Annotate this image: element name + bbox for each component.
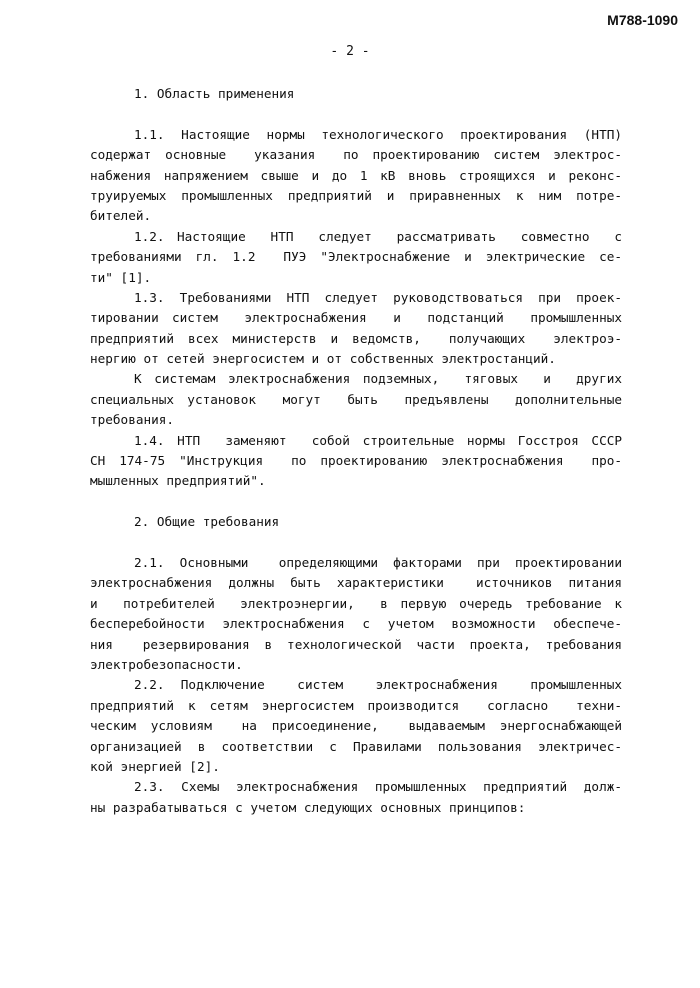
text-line: труируемых промышленных предприятий и приравненных к ним потре- [90,187,622,203]
text-line: специальных установок могут быть предъявлены дополнительные [90,391,622,407]
paragraph-2-3 [90,777,622,818]
paragraph-2-2 [90,675,622,777]
text-line: К системам электроснабжения подземных, тяговых и других [134,371,622,387]
text-line: ны разрабатываться с учетом следующих основных принципов: [90,799,526,815]
text-line: электроснабжения должны быть характеристики источников питания [90,575,622,591]
text-line: 1.1. Настоящие нормы технологического проектирования (НТП) [134,126,622,142]
section-1-title: 1. Область применения [134,86,295,101]
text-line: требованиями гл. 1.2 ПУЭ "Электроснабжение и электрические се- [90,249,622,265]
section-2-title: 2. Общие требования [134,514,280,530]
text-line: 2.1. Основными определяющими факторами при проектировании [134,554,622,570]
text-line: мышленных предприятий". [90,473,266,489]
text-line: 1.2. Настоящие НТП следует рассматривать совместно с [134,228,622,244]
paragraph-1-4 [90,431,622,492]
paragraph-2-1 [90,553,622,675]
paragraph-1-2 [90,227,622,288]
text-line: электробезопасности. [90,656,243,672]
text-line: ческим условиям на присоединение, выдаваемым энергоснабжающей [90,718,622,734]
text-line: тировании систем электроснабжения и подстанций промышленных [90,310,622,326]
document-id: М788-1090 [607,12,678,28]
page-number: - 2 - [330,44,370,59]
text-line: СН 174-75 "Инструкция по проектированию электроснабжения про- [90,453,622,469]
text-line: 1.3. Требованиями НТП следует руководствоваться при проек- [134,289,622,305]
text-line: предприятий всех министерств и ведомств, получающих электроэ- [90,330,622,346]
paragraph-1-3 [90,288,622,370]
text-line: и потребителей электроэнергии, в первую очередь требование к [90,595,622,611]
text-line: кой энергией [2]. [90,758,220,774]
text-line: ти" [1]. [90,269,152,285]
text-line: требования. [90,412,175,428]
text-line: содержат основные указания по проектированию систем электрос- [90,147,622,163]
paragraph-1-1 [90,125,622,227]
text-line: 2.3. Схемы электроснабжения промышленных предприятий долж- [134,779,622,795]
text-line: 1.4. НТП заменяют собой строительные нормы Госстроя СССР [134,432,622,448]
document-body [90,84,622,818]
text-line: нергию от сетей энергосистем и от собственных электростанций. [90,351,556,367]
text-line: организацией в соответствии с Правилами пользования электричес- [90,738,622,754]
text-line: бителей. [90,208,152,224]
paragraph-1-3b [90,369,622,430]
text-line: ния резервирования в технологической части проекта, требования [90,636,622,652]
text-line: бесперебойности электроснабжения с учетом возможности обеспече- [90,616,622,632]
text-line: набжения напряжением свыше и до 1 кВ вновь строящихся и реконс- [90,167,622,183]
text-line: 2.2. Подключение систем электроснабжения промышленных [134,677,622,693]
text-line: предприятий к сетям энергосистем производится согласно техни- [90,697,622,713]
